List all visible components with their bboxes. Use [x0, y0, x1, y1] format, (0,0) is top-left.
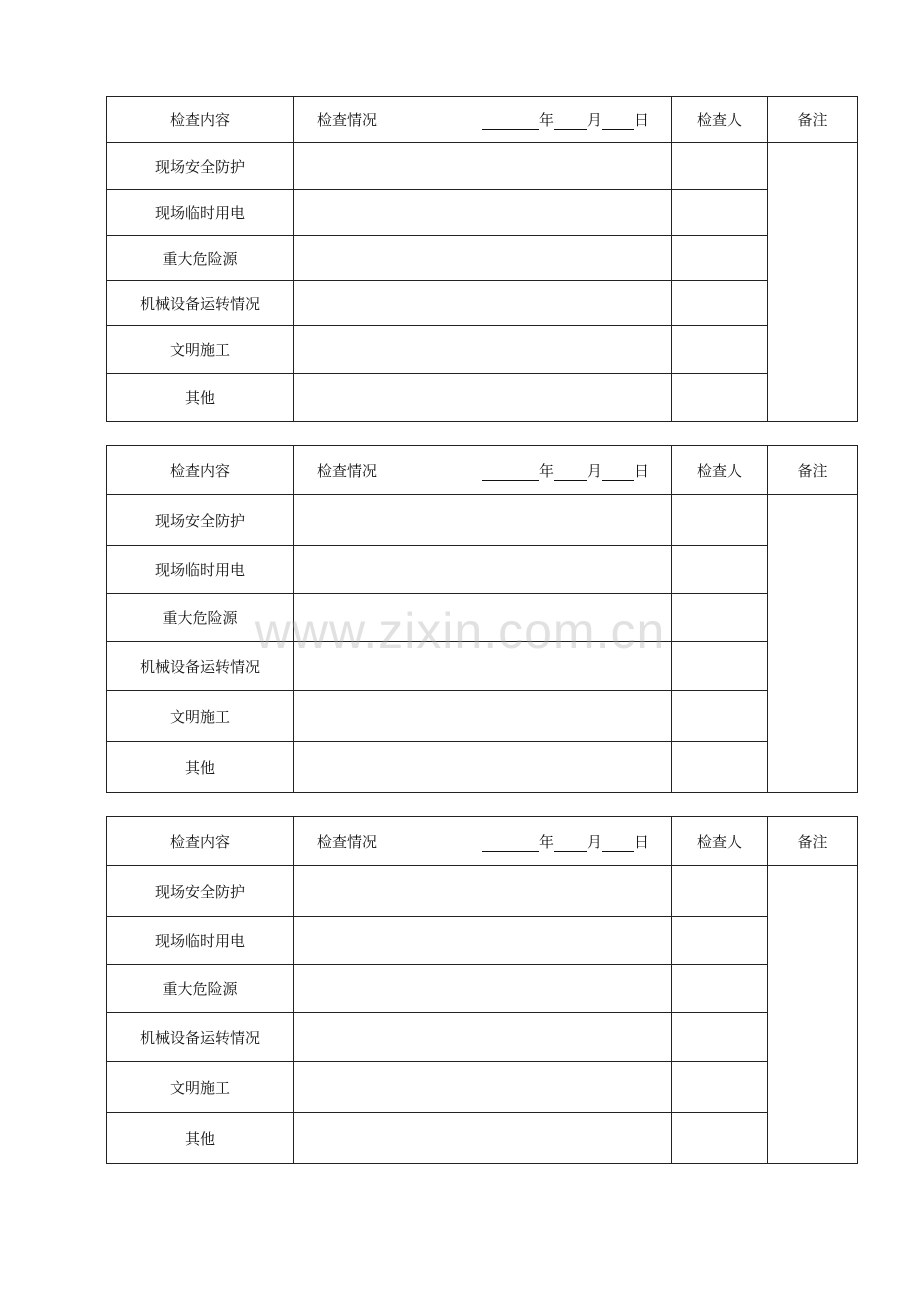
day-label: 日	[633, 461, 649, 480]
date-field	[482, 831, 649, 852]
month-label: 月	[586, 832, 602, 851]
watermark: www.zixin.com.cn	[254, 603, 666, 659]
row-label: 机械设备运转情况	[107, 642, 294, 691]
year-blank[interactable]	[482, 466, 539, 481]
table-row	[107, 236, 858, 281]
month-blank[interactable]	[554, 115, 587, 130]
situation-label: 检查情况	[317, 111, 378, 129]
situation-cell[interactable]	[294, 691, 672, 742]
table-row	[107, 281, 858, 326]
inspector-cell[interactable]	[672, 742, 768, 793]
row-label: 现场临时用电	[107, 546, 294, 594]
table-row	[107, 374, 858, 422]
table-row	[107, 1013, 858, 1062]
content-header: 检查内容	[107, 97, 294, 143]
situation-cell[interactable]	[294, 866, 672, 917]
day-blank[interactable]	[602, 466, 634, 481]
day-blank[interactable]	[602, 837, 634, 852]
month-label: 月	[586, 461, 602, 480]
table-row	[107, 546, 858, 594]
situation-cell[interactable]	[294, 1113, 672, 1164]
row-label: 文明施工	[107, 1062, 294, 1113]
table-row	[107, 691, 858, 742]
remarks-header: 备注	[768, 817, 858, 866]
row-label: 其他	[107, 742, 294, 793]
form-header-row	[107, 97, 858, 143]
row-label: 现场临时用电	[107, 190, 294, 236]
remarks-cell[interactable]	[768, 495, 858, 793]
situation-cell[interactable]	[294, 642, 672, 691]
form-header-row	[107, 446, 858, 495]
row-label: 重大危险源	[107, 965, 294, 1013]
situation-cell[interactable]	[294, 495, 672, 546]
row-label: 机械设备运转情况	[107, 281, 294, 326]
situation-cell[interactable]	[294, 1062, 672, 1113]
inspection-form-1	[106, 96, 858, 422]
inspector-cell[interactable]	[672, 594, 768, 642]
table-row	[107, 1062, 858, 1113]
situation-cell[interactable]	[294, 190, 672, 236]
row-label: 现场安全防护	[107, 866, 294, 917]
situation-label: 检查情况	[317, 832, 378, 851]
situation-cell[interactable]	[294, 742, 672, 793]
inspector-cell[interactable]	[672, 866, 768, 917]
inspector-cell[interactable]	[672, 143, 768, 190]
table-row	[107, 143, 858, 190]
inspector-header: 检查人	[672, 817, 768, 866]
table-row	[107, 642, 858, 691]
row-label: 重大危险源	[107, 594, 294, 642]
situation-cell[interactable]	[294, 236, 672, 281]
day-label: 日	[633, 832, 649, 851]
situation-cell[interactable]	[294, 281, 672, 326]
year-blank[interactable]	[482, 115, 539, 130]
row-label: 其他	[107, 374, 294, 422]
date-field	[482, 460, 649, 481]
inspection-form-2	[106, 445, 858, 793]
row-label: 机械设备运转情况	[107, 1013, 294, 1062]
date-field	[482, 109, 649, 130]
inspector-cell[interactable]	[672, 691, 768, 742]
inspector-cell[interactable]	[672, 190, 768, 236]
day-blank[interactable]	[602, 115, 634, 130]
month-blank[interactable]	[554, 466, 587, 481]
situation-label: 检查情况	[317, 461, 378, 480]
month-label: 月	[586, 111, 602, 129]
situation-cell[interactable]	[294, 917, 672, 965]
inspector-cell[interactable]	[672, 326, 768, 374]
situation-cell[interactable]	[294, 546, 672, 594]
remarks-cell[interactable]	[768, 143, 858, 422]
row-label: 其他	[107, 1113, 294, 1164]
situation-cell[interactable]	[294, 326, 672, 374]
row-label: 文明施工	[107, 326, 294, 374]
year-label: 年	[538, 111, 554, 129]
inspector-cell[interactable]	[672, 965, 768, 1013]
remarks-header: 备注	[768, 446, 858, 495]
situation-header	[294, 817, 672, 866]
row-label: 现场临时用电	[107, 917, 294, 965]
remarks-cell[interactable]	[768, 866, 858, 1164]
content-header: 检查内容	[107, 446, 294, 495]
table-row	[107, 965, 858, 1013]
day-label: 日	[633, 111, 649, 129]
situation-cell[interactable]	[294, 374, 672, 422]
table-row	[107, 594, 858, 642]
inspector-cell[interactable]	[672, 546, 768, 594]
table-row	[107, 190, 858, 236]
table-row	[107, 326, 858, 374]
month-blank[interactable]	[554, 837, 587, 852]
situation-cell[interactable]	[294, 1013, 672, 1062]
inspector-cell[interactable]	[672, 495, 768, 546]
row-label: 重大危险源	[107, 236, 294, 281]
year-label: 年	[538, 832, 554, 851]
inspector-cell[interactable]	[672, 917, 768, 965]
table-row	[107, 1113, 858, 1164]
inspector-header: 检查人	[672, 446, 768, 495]
inspector-cell[interactable]	[672, 281, 768, 326]
inspector-cell[interactable]	[672, 374, 768, 422]
inspector-cell[interactable]	[672, 1062, 768, 1113]
table-row	[107, 866, 858, 917]
form-header-row	[107, 817, 858, 866]
row-label: 文明施工	[107, 691, 294, 742]
inspector-cell[interactable]	[672, 642, 768, 691]
inspection-form-3	[106, 816, 858, 1164]
remarks-header: 备注	[768, 97, 858, 143]
row-label: 现场安全防护	[107, 143, 294, 190]
inspector-header: 检查人	[672, 97, 768, 143]
row-label: 现场安全防护	[107, 495, 294, 546]
year-label: 年	[538, 461, 554, 480]
situation-cell[interactable]	[294, 594, 672, 642]
inspector-cell[interactable]	[672, 1013, 768, 1062]
table-row	[107, 917, 858, 965]
year-blank[interactable]	[482, 837, 539, 852]
situation-header	[294, 446, 672, 495]
situation-cell[interactable]	[294, 143, 672, 190]
situation-cell[interactable]	[294, 965, 672, 1013]
table-row	[107, 742, 858, 793]
inspector-cell[interactable]	[672, 236, 768, 281]
inspector-cell[interactable]	[672, 1113, 768, 1164]
table-row	[107, 495, 858, 546]
content-header: 检查内容	[107, 817, 294, 866]
situation-header	[294, 97, 672, 143]
